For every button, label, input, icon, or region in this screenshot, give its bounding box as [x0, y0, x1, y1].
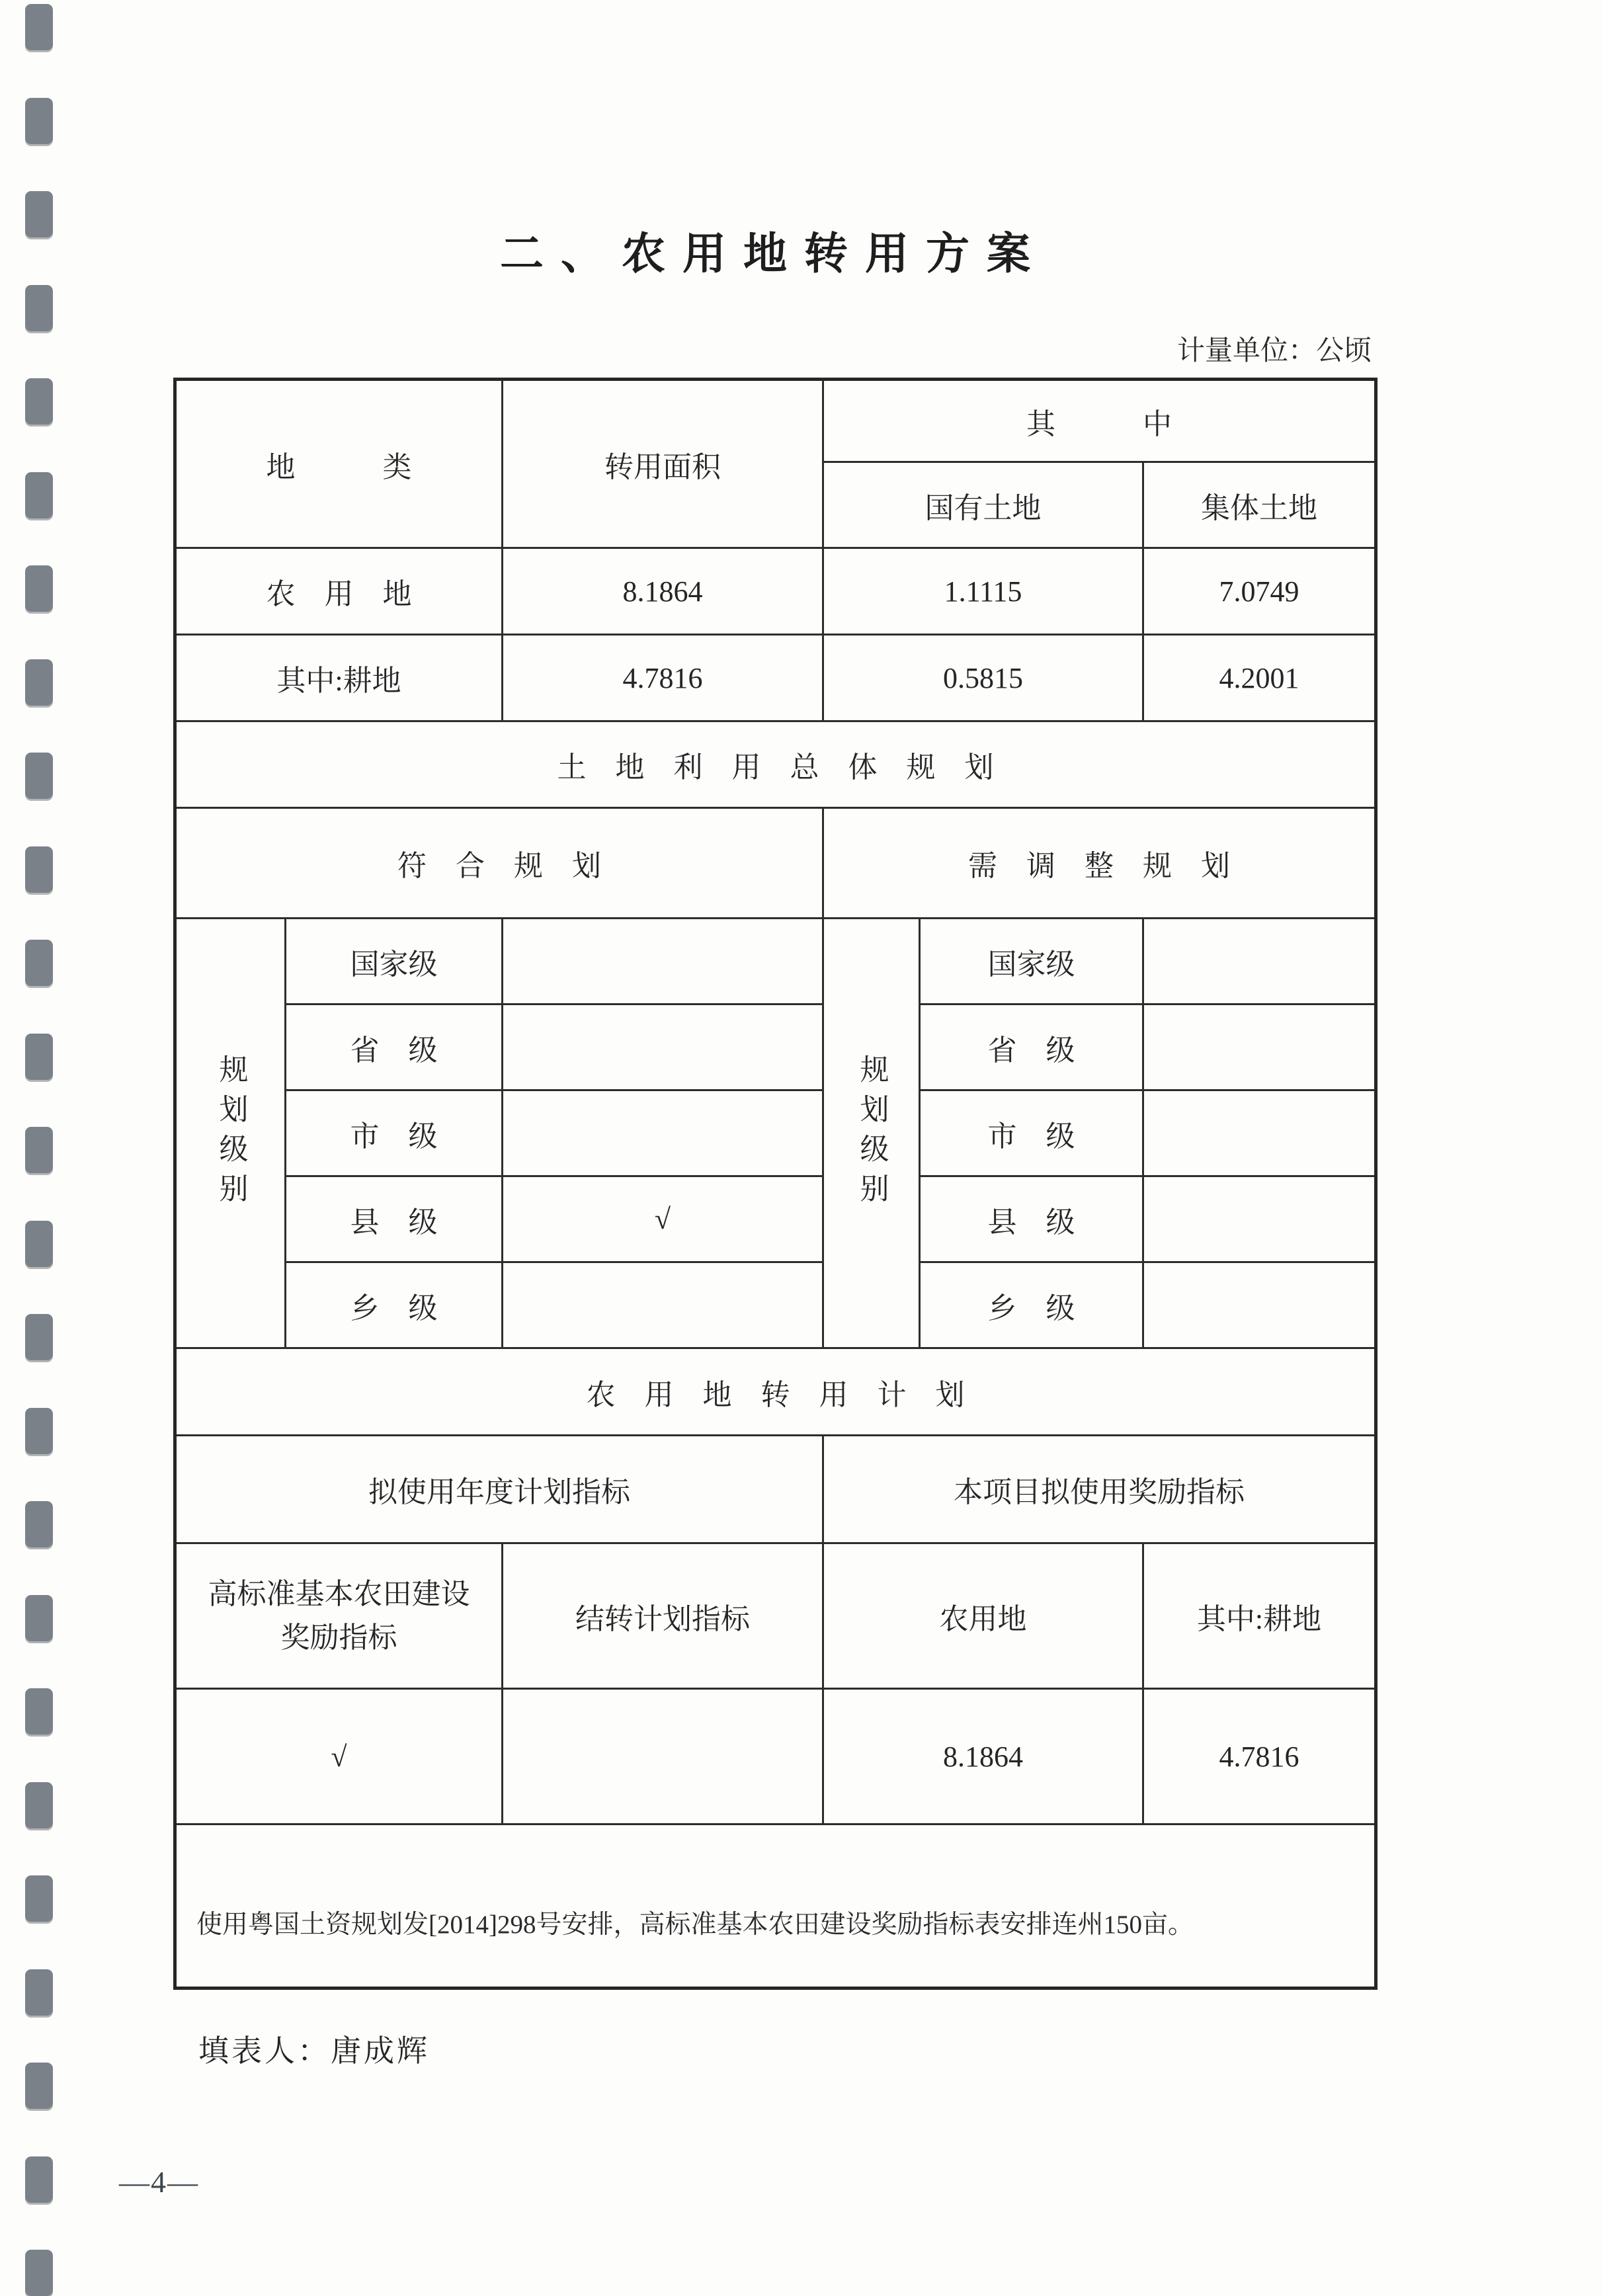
binding-hole [25, 940, 53, 986]
farmland-area: 8.1864 [503, 548, 823, 635]
level-town-left: 乡 级 [286, 1262, 503, 1348]
bottom-value-cultivated: 4.7816 [1143, 1689, 1376, 1824]
header-land-type: 地 类 [175, 380, 503, 548]
binding-hole [25, 659, 53, 706]
bottom-header-carryover: 结转计划指标 [503, 1543, 823, 1689]
binding-hole [25, 1221, 53, 1267]
comply-plan-header: 符 合 规 划 [175, 808, 823, 919]
land-conversion-table [173, 378, 1377, 1990]
table-row [175, 635, 1376, 721]
binding-hole [25, 1595, 53, 1641]
unit-label: 计量单位：公顷 [1176, 336, 1372, 366]
binding-hole [25, 285, 53, 331]
binding-hole [25, 98, 53, 144]
bottom-header-reward: 高标准基本农田建设奖励指标 [175, 1543, 503, 1689]
binding-hole [25, 565, 53, 612]
page-number: —4— [119, 2165, 199, 2199]
level-county-left: 县 级 [286, 1176, 503, 1262]
comply-value-city [503, 1090, 823, 1176]
adjust-value-city [1143, 1090, 1376, 1176]
bottom-header-farmland: 农用地 [823, 1543, 1143, 1689]
header-among-which: 其 中 [823, 380, 1376, 462]
table-row [175, 548, 1376, 635]
level-national-right: 国家级 [920, 919, 1143, 1004]
binding-hole [25, 2250, 53, 2296]
banner-conversion-plan: 农 用 地 转 用 计 划 [175, 1348, 1376, 1436]
level-city-left: 市 级 [286, 1090, 503, 1176]
binding-hole [25, 2063, 53, 2109]
level-row [175, 1004, 1376, 1090]
bottom-value-farmland: 8.1864 [823, 1689, 1143, 1824]
header-collective: 集体土地 [1143, 462, 1376, 548]
row-label-cultivated: 其中:耕地 [175, 635, 503, 721]
binding-hole [25, 753, 53, 799]
farmland-state: 1.1115 [823, 548, 1143, 635]
binding-hole [25, 1688, 53, 1735]
binding-hole [25, 846, 53, 893]
cultivated-state: 0.5815 [823, 635, 1143, 721]
adjust-value-national [1143, 919, 1376, 1004]
level-row [175, 1090, 1376, 1176]
adjust-value-province [1143, 1004, 1376, 1090]
level-city-right: 市 级 [920, 1090, 1143, 1176]
comply-value-town [503, 1262, 823, 1348]
adjust-plan-header: 需 调 整 规 划 [823, 808, 1376, 919]
binding-hole [25, 191, 53, 237]
binding-hole [25, 1969, 53, 2016]
comply-value-national [503, 919, 823, 1004]
comply-value-province [503, 1004, 823, 1090]
header-state-owned: 国有土地 [823, 462, 1143, 548]
binding-hole [25, 472, 53, 518]
level-row [175, 1262, 1376, 1348]
header-conversion-area: 转用面积 [503, 380, 823, 548]
adjust-value-town [1143, 1262, 1376, 1348]
adjust-value-county [1143, 1176, 1376, 1262]
binding-hole [25, 1408, 53, 1454]
binding-hole [25, 1501, 53, 1547]
level-label-right: 规划级别 [823, 919, 920, 1348]
binding-hole [25, 1875, 53, 1922]
cultivated-collective: 4.2001 [1143, 635, 1376, 721]
level-town-right: 乡 级 [920, 1262, 1143, 1348]
annual-indicator-header: 拟使用年度计划指标 [175, 1436, 823, 1543]
level-label-left: 规划级别 [175, 919, 286, 1348]
page-title: 二、农用地转用方案 [500, 230, 1048, 278]
form-content [119, 0, 1374, 2199]
comply-value-county-checkmark: √ [503, 1176, 823, 1262]
binding-hole [25, 1314, 53, 1360]
filler-label: 填表人：唐成辉 [198, 2034, 430, 2068]
level-province-right: 省 级 [920, 1004, 1143, 1090]
binding-strip [0, 0, 79, 2292]
reward-indicator-header: 本项目拟使用奖励指标 [823, 1436, 1376, 1543]
binding-hole [25, 4, 53, 50]
note-text: 使用粤国土资规划发[2014]298号安排，高标准基本农田建设奖励指标表安排连州150亩。 [196, 1910, 1194, 1939]
row-label-farmland: 农 用 地 [175, 548, 503, 635]
binding-hole [25, 378, 53, 425]
level-national-left: 国家级 [286, 919, 503, 1004]
cultivated-area: 4.7816 [503, 635, 823, 721]
binding-hole [25, 1034, 53, 1080]
bottom-value-reward-checkmark: √ [175, 1689, 503, 1824]
level-row [175, 1176, 1376, 1262]
note-cell [175, 1824, 1376, 1988]
bottom-value-carryover [503, 1689, 823, 1824]
binding-hole [25, 1127, 53, 1173]
level-county-right: 县 级 [920, 1176, 1143, 1262]
level-province-left: 省 级 [286, 1004, 503, 1090]
banner-overall-plan: 土 地 利 用 总 体 规 划 [175, 721, 1376, 808]
farmland-collective: 7.0749 [1143, 548, 1376, 635]
binding-hole [25, 1782, 53, 1828]
bottom-header-cultivated: 其中:耕地 [1143, 1543, 1376, 1689]
binding-hole [25, 2156, 53, 2203]
level-row [175, 919, 1376, 1004]
